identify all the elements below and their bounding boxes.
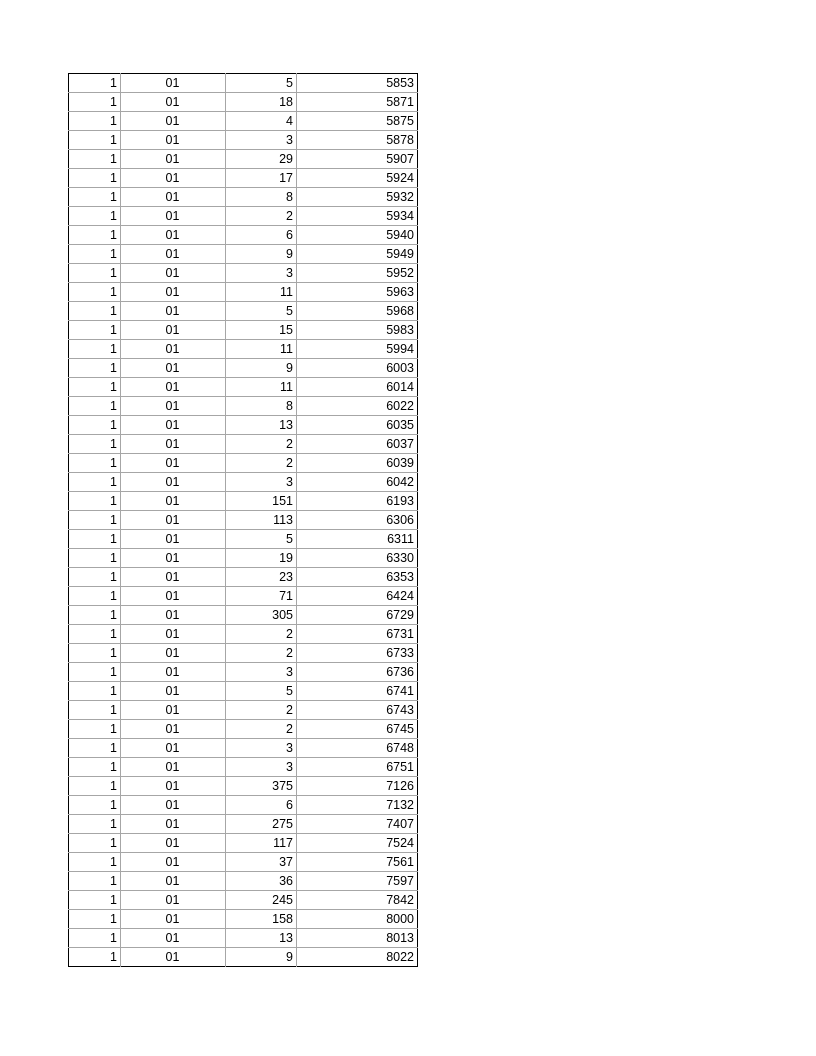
col-1-cell: 1 (69, 568, 121, 587)
table-row (69, 416, 418, 435)
col-2-cell: 01 (121, 891, 226, 910)
col-2-cell: 01 (121, 511, 226, 530)
col-4-cell: 5871 (297, 93, 418, 112)
table-row (69, 853, 418, 872)
col-3-cell: 6 (226, 226, 297, 245)
col-2-cell: 01 (121, 587, 226, 606)
table-row (69, 245, 418, 264)
col-2-cell: 01 (121, 454, 226, 473)
col-1-cell: 1 (69, 93, 121, 112)
col-4-cell: 5968 (297, 302, 418, 321)
col-4-cell: 6733 (297, 644, 418, 663)
col-3-cell: 117 (226, 834, 297, 853)
col-4-cell: 6743 (297, 701, 418, 720)
col-1-cell: 1 (69, 587, 121, 606)
col-1-cell: 1 (69, 378, 121, 397)
table-row (69, 112, 418, 131)
table-row (69, 131, 418, 150)
col-2-cell: 01 (121, 796, 226, 815)
col-4-cell: 7126 (297, 777, 418, 796)
col-3-cell: 5 (226, 682, 297, 701)
col-2-cell: 01 (121, 207, 226, 226)
col-4-cell: 5949 (297, 245, 418, 264)
col-1-cell: 1 (69, 929, 121, 948)
col-3-cell: 71 (226, 587, 297, 606)
col-4-cell: 5853 (297, 74, 418, 93)
col-2-cell: 01 (121, 739, 226, 758)
col-1-cell: 1 (69, 625, 121, 644)
col-1-cell: 1 (69, 663, 121, 682)
col-2-cell: 01 (121, 169, 226, 188)
col-2-cell: 01 (121, 948, 226, 967)
col-3-cell: 11 (226, 340, 297, 359)
table-row (69, 74, 418, 93)
col-3-cell: 158 (226, 910, 297, 929)
table-row (69, 169, 418, 188)
col-4-cell: 5994 (297, 340, 418, 359)
col-1-cell: 1 (69, 511, 121, 530)
col-3-cell: 3 (226, 473, 297, 492)
col-1-cell: 1 (69, 321, 121, 340)
col-4-cell: 6022 (297, 397, 418, 416)
col-2-cell: 01 (121, 758, 226, 777)
col-2-cell: 01 (121, 644, 226, 663)
col-3-cell: 18 (226, 93, 297, 112)
col-3-cell: 5 (226, 530, 297, 549)
table-row (69, 264, 418, 283)
table-row (69, 150, 418, 169)
col-2-cell: 01 (121, 872, 226, 891)
col-2-cell: 01 (121, 283, 226, 302)
col-3-cell: 8 (226, 397, 297, 416)
col-3-cell: 3 (226, 663, 297, 682)
col-4-cell: 6731 (297, 625, 418, 644)
col-1-cell: 1 (69, 397, 121, 416)
col-2-cell: 01 (121, 188, 226, 207)
table-row (69, 321, 418, 340)
col-4-cell: 7597 (297, 872, 418, 891)
col-4-cell: 5952 (297, 264, 418, 283)
col-4-cell: 6736 (297, 663, 418, 682)
col-4-cell: 6741 (297, 682, 418, 701)
table-row (69, 587, 418, 606)
col-3-cell: 4 (226, 112, 297, 131)
data-table (68, 73, 418, 967)
col-1-cell: 1 (69, 264, 121, 283)
table-row (69, 302, 418, 321)
col-1-cell: 1 (69, 359, 121, 378)
col-4-cell: 8000 (297, 910, 418, 929)
col-4-cell: 5907 (297, 150, 418, 169)
table-row (69, 625, 418, 644)
table-row (69, 891, 418, 910)
col-1-cell: 1 (69, 530, 121, 549)
table-row (69, 739, 418, 758)
col-3-cell: 9 (226, 359, 297, 378)
col-2-cell: 01 (121, 853, 226, 872)
col-3-cell: 2 (226, 720, 297, 739)
col-4-cell: 5940 (297, 226, 418, 245)
table-row (69, 530, 418, 549)
col-1-cell: 1 (69, 150, 121, 169)
table-row (69, 492, 418, 511)
col-2-cell: 01 (121, 112, 226, 131)
col-2-cell: 01 (121, 473, 226, 492)
col-4-cell: 6039 (297, 454, 418, 473)
table-row (69, 701, 418, 720)
table-row (69, 758, 418, 777)
table-row (69, 910, 418, 929)
col-1-cell: 1 (69, 872, 121, 891)
col-3-cell: 6 (226, 796, 297, 815)
col-2-cell: 01 (121, 435, 226, 454)
col-4-cell: 6042 (297, 473, 418, 492)
col-3-cell: 11 (226, 378, 297, 397)
col-3-cell: 11 (226, 283, 297, 302)
col-2-cell: 01 (121, 359, 226, 378)
col-4-cell: 6035 (297, 416, 418, 435)
col-2-cell: 01 (121, 378, 226, 397)
table-row (69, 397, 418, 416)
col-1-cell: 1 (69, 454, 121, 473)
col-4-cell: 6748 (297, 739, 418, 758)
col-4-cell: 6330 (297, 549, 418, 568)
col-3-cell: 151 (226, 492, 297, 511)
table-row (69, 606, 418, 625)
col-4-cell: 8022 (386, 950, 414, 964)
col-1-cell: 1 (69, 815, 121, 834)
table-row (69, 644, 418, 663)
col-3-cell: 275 (226, 815, 297, 834)
table-row (69, 796, 418, 815)
col-1-cell: 1 (69, 207, 121, 226)
col-1-cell: 1 (69, 910, 121, 929)
col-4-cell: 7132 (297, 796, 418, 815)
table-row (69, 777, 418, 796)
col-4-cell: 6193 (297, 492, 418, 511)
col-1-cell: 1 (69, 340, 121, 359)
col-1-cell: 1 (69, 112, 121, 131)
table-row (69, 511, 418, 530)
table-row (69, 226, 418, 245)
col-3-cell: 2 (226, 435, 297, 454)
col-4-cell: 6037 (297, 435, 418, 454)
col-2-cell: 01 (121, 264, 226, 283)
col-2-cell: 01 (121, 663, 226, 682)
table-row (69, 872, 418, 891)
col-1-cell: 1 (69, 302, 121, 321)
col-3-cell: 375 (226, 777, 297, 796)
table-row (69, 834, 418, 853)
col-1-cell: 1 (69, 796, 121, 815)
table-row (69, 929, 418, 948)
col-1-cell: 1 (69, 549, 121, 568)
col-4-cell: 5875 (297, 112, 418, 131)
col-3-cell: 9 (226, 948, 297, 967)
col-1-cell: 1 (69, 131, 121, 150)
col-3-cell: 2 (226, 644, 297, 663)
col-4-cell: 5983 (297, 321, 418, 340)
col-3-cell: 13 (226, 416, 297, 435)
col-1-cell: 1 (69, 682, 121, 701)
col-1-cell: 1 (69, 606, 121, 625)
col-3-cell: 5 (226, 302, 297, 321)
col-3-cell: 17 (226, 169, 297, 188)
col-2-cell: 01 (121, 815, 226, 834)
col-2-cell: 01 (121, 416, 226, 435)
col-2-cell: 01 (121, 492, 226, 511)
col-3-cell: 2 (226, 625, 297, 644)
col-1-cell: 1 (69, 169, 121, 188)
col-1-cell: 1 (69, 739, 121, 758)
col-3-cell: 3 (226, 131, 297, 150)
col-2-cell: 01 (121, 245, 226, 264)
col-1-cell: 1 (69, 473, 121, 492)
col-4-cell: 6306 (297, 511, 418, 530)
col-4-cell: 5878 (297, 131, 418, 150)
col-1-cell: 1 (69, 492, 121, 511)
col-3-cell: 29 (226, 150, 297, 169)
col-4-cell: 6729 (297, 606, 418, 625)
table-row (69, 948, 418, 967)
col-2-cell: 01 (121, 131, 226, 150)
col-3-cell: 5 (226, 74, 297, 93)
col-1-cell: 1 (69, 644, 121, 663)
col-4-cell: 7407 (297, 815, 418, 834)
col-4-cell: 7561 (297, 853, 418, 872)
col-4-cell: 6751 (297, 758, 418, 777)
col-1-cell: 1 (69, 226, 121, 245)
col-1-cell: 1 (69, 948, 121, 967)
col-2-cell: 01 (121, 568, 226, 587)
col-2-cell: 01 (121, 340, 226, 359)
table-row (69, 283, 418, 302)
col-2-cell: 01 (121, 549, 226, 568)
col-3-cell: 19 (226, 549, 297, 568)
col-4-cell: 6424 (297, 587, 418, 606)
col-3-cell: 3 (226, 264, 297, 283)
col-4-cell: 8013 (297, 929, 418, 948)
col-2-cell: 01 (121, 720, 226, 739)
table-row (69, 188, 418, 207)
col-2-cell: 01 (121, 397, 226, 416)
col-1-cell: 1 (69, 758, 121, 777)
table-row (69, 663, 418, 682)
col-2-cell: 01 (121, 834, 226, 853)
col-3-cell: 2 (226, 701, 297, 720)
col-2-cell: 01 (121, 777, 226, 796)
table-row (69, 340, 418, 359)
col-4-cell: 5963 (297, 283, 418, 302)
col-1-cell: 1 (69, 188, 121, 207)
col-4-cell: 5934 (297, 207, 418, 226)
col-2-cell: 01 (121, 910, 226, 929)
col-3-cell: 2 (226, 454, 297, 473)
col-2-cell: 01 (121, 530, 226, 549)
col-4-cell: 6014 (297, 378, 418, 397)
col-1-cell: 1 (69, 777, 121, 796)
col-1-cell: 1 (69, 245, 121, 264)
col-4-cell: 6311 (297, 530, 418, 549)
col-2-cell: 01 (121, 606, 226, 625)
col-1-cell: 1 (69, 720, 121, 739)
col-4-cell: 5924 (297, 169, 418, 188)
col-2-cell: 01 (121, 682, 226, 701)
col-3-cell: 3 (226, 739, 297, 758)
col-3-cell: 15 (226, 321, 297, 340)
table-row (69, 378, 418, 397)
col-1-cell: 1 (69, 283, 121, 302)
col-2-cell: 01 (121, 93, 226, 112)
col-4-cell: 6353 (297, 568, 418, 587)
col-1-cell: 1 (69, 701, 121, 720)
col-2-cell: 01 (121, 150, 226, 169)
table-row (69, 93, 418, 112)
col-1-cell: 1 (69, 834, 121, 853)
col-3-cell: 2 (226, 207, 297, 226)
table-row (69, 454, 418, 473)
col-1-cell: 1 (69, 891, 121, 910)
col-3-cell: 3 (226, 758, 297, 777)
table-body (69, 74, 418, 967)
col-4-cell: 7524 (297, 834, 418, 853)
col-4-cell: 6003 (297, 359, 418, 378)
col-1-cell: 1 (69, 435, 121, 454)
col-1-cell: 1 (69, 74, 121, 93)
col-3-cell: 305 (226, 606, 297, 625)
table-row (69, 359, 418, 378)
col-3-cell: 13 (226, 929, 297, 948)
col-2-cell: 01 (121, 302, 226, 321)
col-4-cell: 6745 (297, 720, 418, 739)
table-row (69, 207, 418, 226)
col-3-cell: 37 (226, 853, 297, 872)
col-4-cell: 5932 (297, 188, 418, 207)
table-row (69, 549, 418, 568)
col-2-cell: 01 (121, 74, 226, 93)
col-3-cell: 8 (226, 188, 297, 207)
col-2-cell: 01 (121, 929, 226, 948)
table-row (69, 568, 418, 587)
table-row (69, 682, 418, 701)
col-3-cell: 245 (226, 891, 297, 910)
col-3-cell: 36 (226, 872, 297, 891)
col-3-cell: 9 (226, 245, 297, 264)
col-2-cell: 01 (121, 701, 226, 720)
col-1-cell: 1 (69, 853, 121, 872)
col-1-cell: 1 (69, 416, 121, 435)
col-2-cell: 01 (121, 625, 226, 644)
col-4-cell: 7842 (297, 891, 418, 910)
col-3-cell: 113 (226, 511, 297, 530)
col-2-cell: 01 (121, 226, 226, 245)
col-2-cell: 01 (121, 321, 226, 340)
table-row (69, 815, 418, 834)
table-row (69, 473, 418, 492)
table-row (69, 720, 418, 739)
col-3-cell: 23 (226, 568, 297, 587)
table-row (69, 435, 418, 454)
